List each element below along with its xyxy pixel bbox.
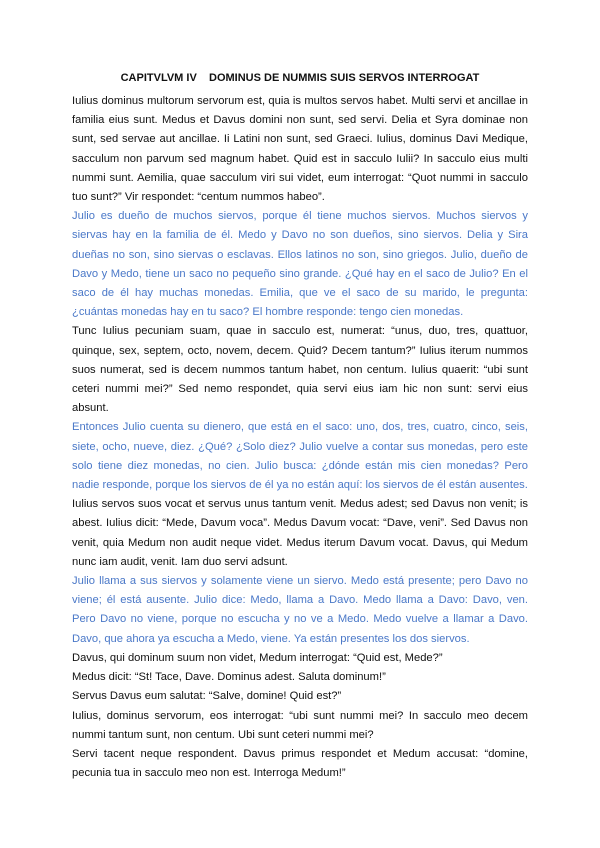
spanish-translation-paragraph: Entonces Julio cuenta su dienero, que está en el saco: uno, dos, tres, cuatro, cinco, seis, siete, ocho, nueve, diez. ¿Qué? ¿Solo diez? Julio vuelve a contar sus monedas, pero este solo tiene diez monedas, no cien. Julio busca: ¿dónde están mis cien monedas? Pero nadie responde, porque los siervos de él ya no están aquí: los siervos de él están ausentes. bbox=[72, 421, 528, 492]
latin-paragraph: Iulius, dominus servorum, eos interrogat: “ubi sunt nummi mei? In sacculo meo decem nummi tantum sunt, non centum. Ubi sunt ceteri nummi mei? bbox=[72, 709, 528, 741]
latin-paragraph: Servi tacent neque respondent. Davus primus respondet et Medum accusat: “domine, pecunia tua in sacculo meo non est. Interroga Medum!” bbox=[72, 747, 528, 780]
latin-paragraph: Medus dicit: “St! Tace, Dave. Dominus adest. Saluta dominum!” bbox=[72, 671, 386, 684]
latin-paragraph: Davus, qui dominum suum non videt, Medum interrogat: “Quid est, Mede?” bbox=[72, 651, 443, 664]
latin-paragraph: Iulius servos suos vocat et servus unus tantum venit. Medus adest; sed Davus non venit; is abest. Iulius dicit: “Mede, Davum voca”. Medus Davum vocat: “Dave, veni”. Sed Davus non venit, quia Medum non audit neque videt. Medus iterum Davum vocat. Davus, qui Medum nunc iam audit, venit. Iam duo servi adsunt. bbox=[72, 498, 528, 568]
spanish-translation-paragraph: Julio es dueño de muchos siervos, porque él tiene muchos siervos. Muchos siervos y siervas hay en la familia de él. Medo y Davo no son dueños, sino siervos. Delia y Sira dueñas no son, sino siervas o esclavas. Ellos latinos no son, sino griegos. Julio, dueño de Davo y Medo, tiene un saco no pequeño sino grande. ¿Qué hay en el saco de Julio? En el saco de él hay muchas monedas. Emilia, que ve el saco de su marido, le pregunta: ¿cuántas monedas hay en tu saco? El hombre responde: tengo cien monedas. bbox=[72, 210, 528, 319]
latin-paragraph: Servus Davus eum salutat: “Salve, domine! Quid est?” bbox=[72, 690, 342, 703]
document-body bbox=[72, 92, 528, 783]
latin-paragraph: Iulius dominus multorum servorum est, quia is multos servos habet. Multi servi et ancillae in familia eius sunt. Medus et Davus domini non sunt, sed servi. Delia et Syra dominae non sunt, sed servae aut ancillae. Ii Latini non sunt, sed Graeci. Iulius, dominus Davi Medique, sacculum non parvum sed magnum habet. Quid est in sacculo Iulii? In sacculo eius multi nummi sunt. Aemilia, quae sacculum viri sui videt, eum interrogat: “Quot nummi in sacculo tuo sunt?” Vir respondet: “centum nummos habeo”. bbox=[72, 95, 528, 204]
latin-paragraph: Tunc Iulius pecuniam suam, quae in sacculo est, numerat: “unus, duo, tres, quattuor, quinque, sex, septem, octo, novem, decem. Quid? Decem tantum?” Iulius iterum nummos suos numerat, sed is decem nummos tantum habet, non centum. Iulius quaerit: “ubi sunt ceteri nummi mei?” Sed nemo respondet, quia servi eius iam hic non sunt: servi eius absunt. bbox=[72, 325, 528, 415]
spanish-translation-paragraph: Julio llama a sus siervos y solamente viene un siervo. Medo está presente; pero Davo no viene; él está ausente. Julio dice: Medo, llama a Davo. Medo llama a Davo: Davo, ven. Pero Davo no viene, porque no escucha y no ve a Medo. Medo vuelve a llamar a Davo. Davo, que ahora ya escucha a Medo, viene. Ya están presentes los dos siervos. bbox=[72, 575, 528, 645]
chapter-title: CAPITVLVM IV DOMINUS DE NUMMIS SUIS SERVOS INTERROGAT bbox=[120, 72, 480, 84]
